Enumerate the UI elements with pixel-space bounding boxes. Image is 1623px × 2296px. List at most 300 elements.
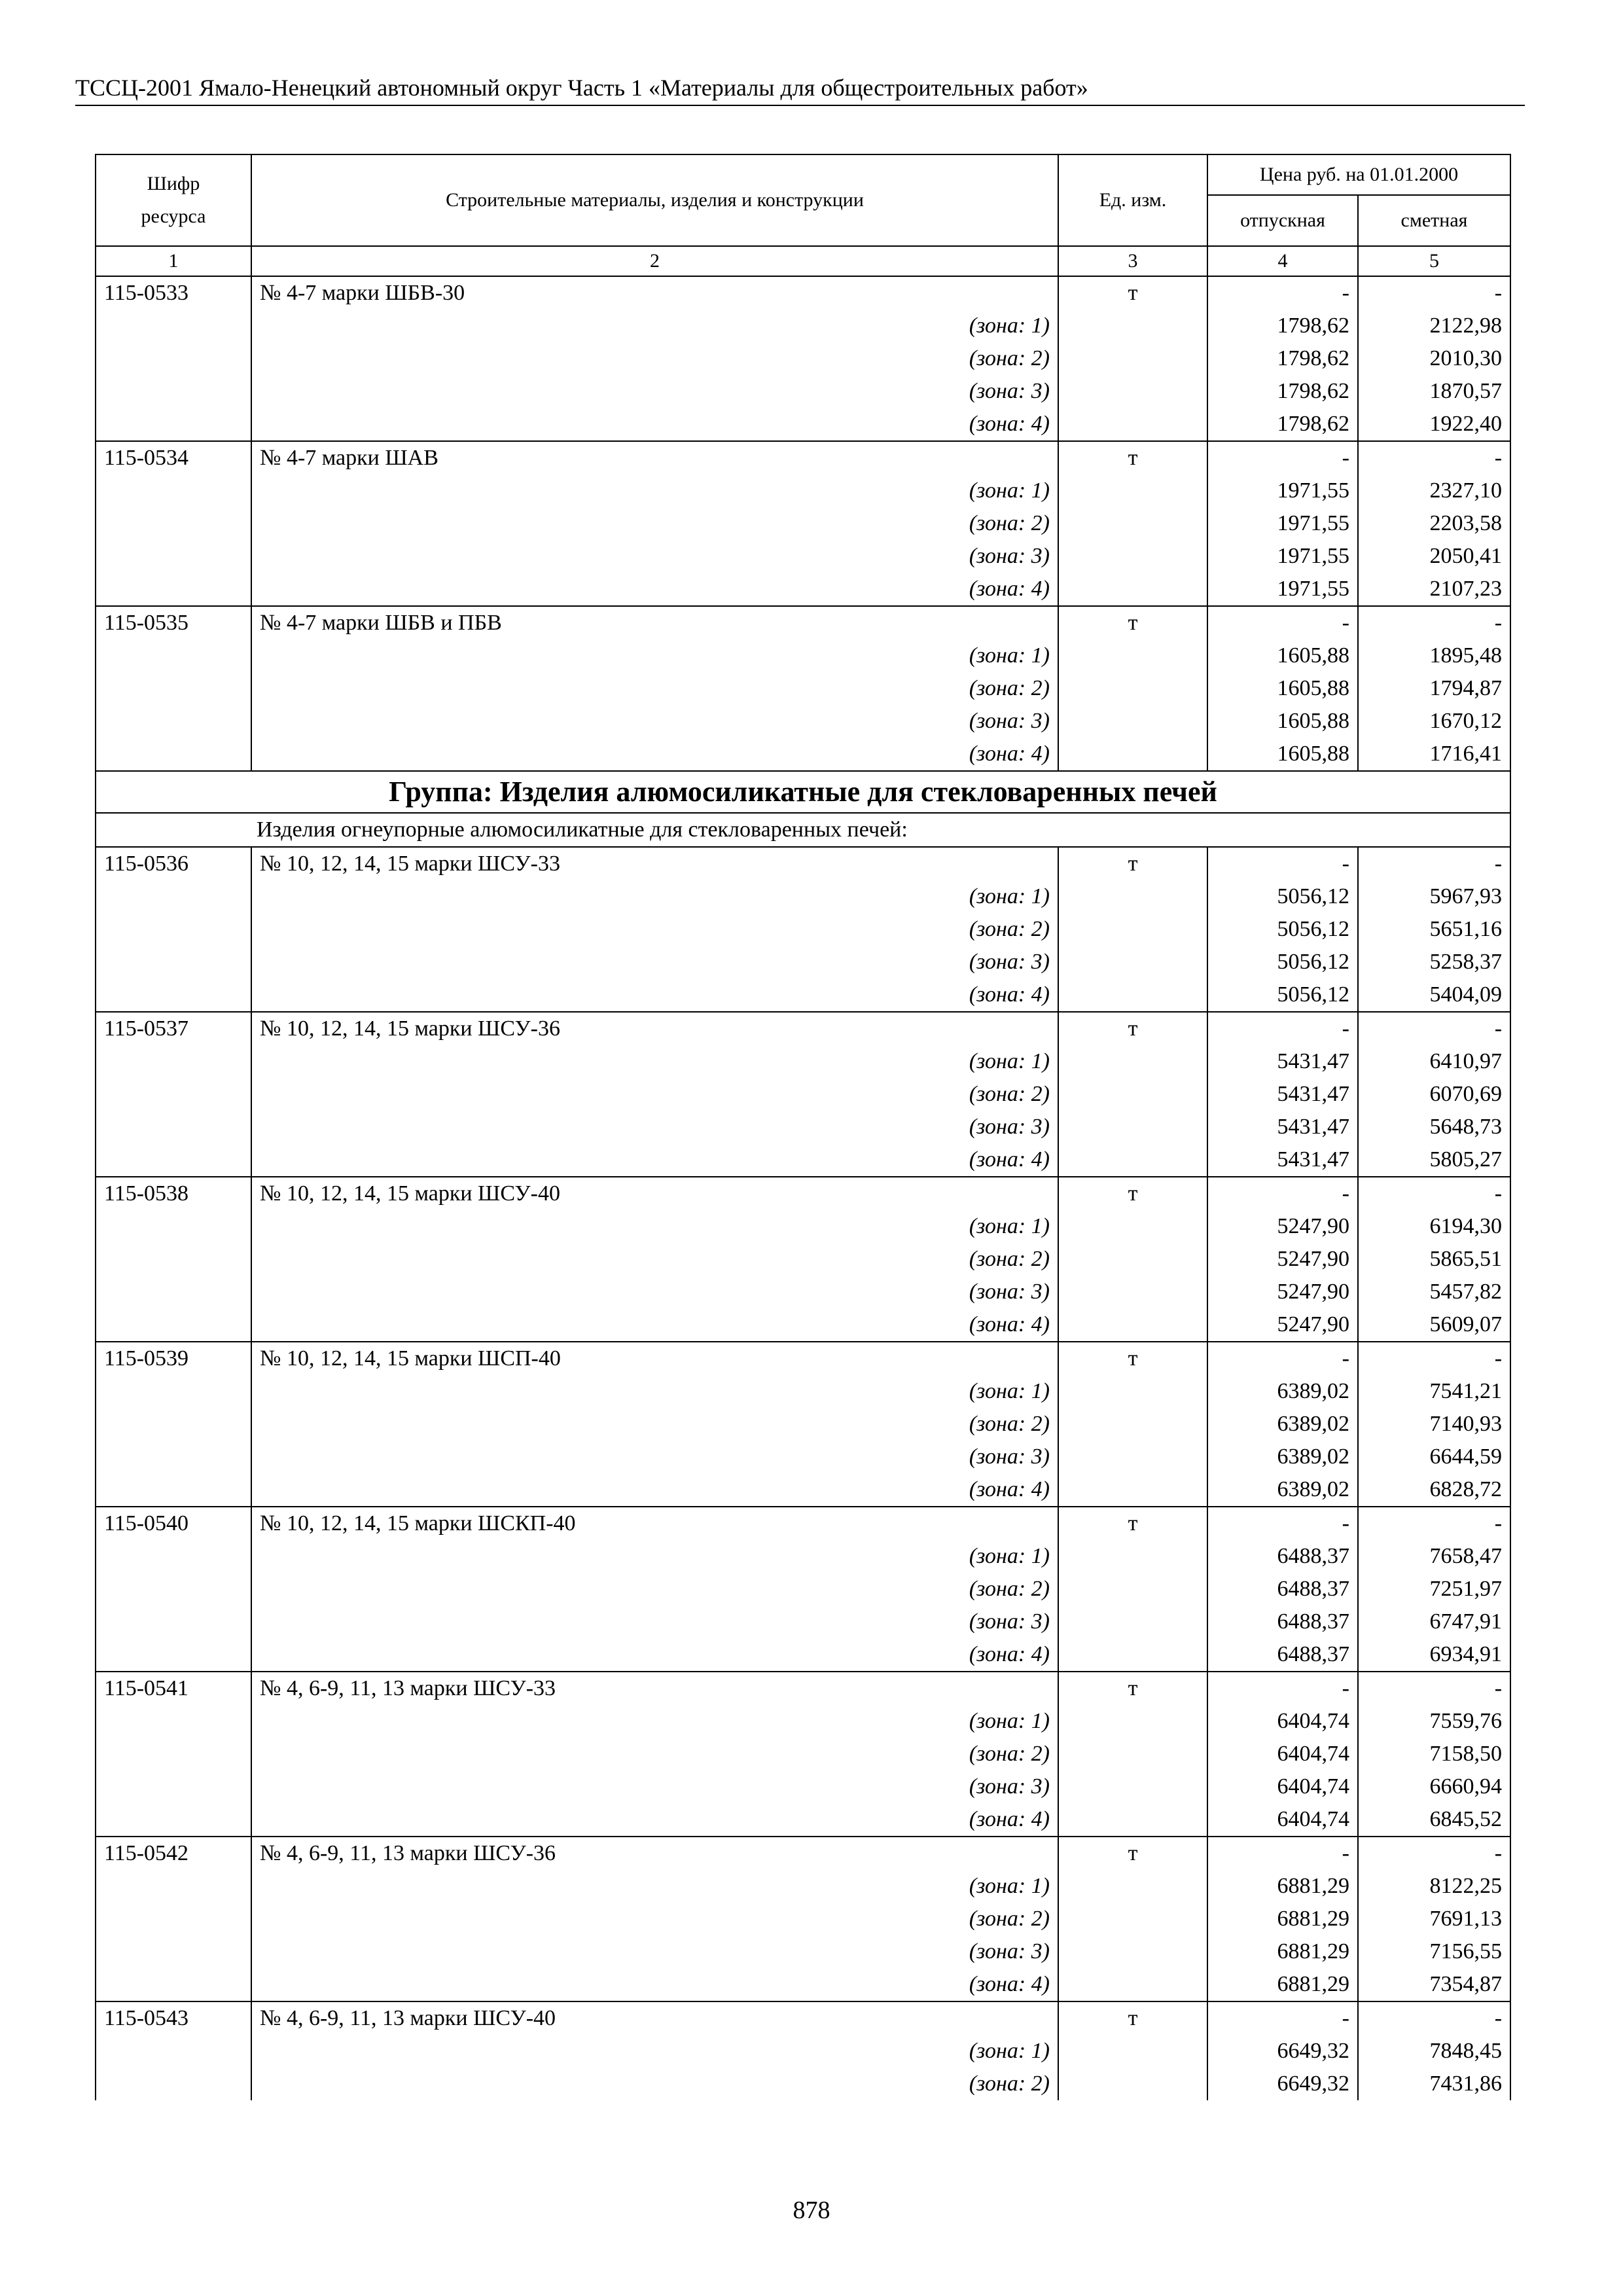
- zone-unit-cell: [1058, 672, 1207, 705]
- header-name: Строительные материалы, изделия и конструкции: [251, 154, 1058, 246]
- resource-unit: т: [1058, 1012, 1207, 1045]
- resource-code: 115-0540: [96, 1507, 251, 1540]
- zone-unit-cell: [1058, 1903, 1207, 1935]
- zone-row: [96, 880, 1510, 913]
- resource-name: № 4, 6-9, 11, 13 марки ШСУ-40: [251, 2001, 1058, 2035]
- zone-label: (зона: 1): [251, 310, 1058, 342]
- zone-label: (зона: 2): [251, 1408, 1058, 1441]
- estimate-price: -: [1358, 1672, 1510, 1705]
- zone-code-cell: [96, 540, 251, 573]
- zone-label: (зона: 4): [251, 1803, 1058, 1837]
- resource-row: [96, 441, 1510, 475]
- zone-release-price: 5431,47: [1207, 1111, 1358, 1143]
- zone-code-cell: [96, 738, 251, 771]
- header-col-number: 1: [96, 246, 251, 276]
- zone-release-price: 6881,29: [1207, 1903, 1358, 1935]
- resource-name: № 10, 12, 14, 15 марки ШСП-40: [251, 1342, 1058, 1375]
- zone-estimate-price: 7431,86: [1358, 2068, 1510, 2100]
- zone-release-price: 6488,37: [1207, 1638, 1358, 1672]
- page-number: 878: [793, 2197, 830, 2224]
- zone-release-price: 5247,90: [1207, 1243, 1358, 1276]
- resource-unit: т: [1058, 606, 1207, 639]
- header-col-number: 2: [251, 246, 1058, 276]
- resource-code: 115-0539: [96, 1342, 251, 1375]
- zone-estimate-price: 7156,55: [1358, 1935, 1510, 1968]
- zone-estimate-price: 6194,30: [1358, 1210, 1510, 1243]
- header-estimate-price: сметная: [1358, 195, 1510, 246]
- zone-code-cell: [96, 1441, 251, 1473]
- header-code: Шифр ресурса: [96, 154, 251, 246]
- group-title: Группа: Изделия алюмосиликатные для стекловаренных печей: [96, 771, 1510, 813]
- zone-code-cell: [96, 1243, 251, 1276]
- zone-estimate-price: 5258,37: [1358, 946, 1510, 978]
- zone-estimate-price: 1870,57: [1358, 375, 1510, 408]
- zone-code-cell: [96, 1770, 251, 1803]
- zone-label: (зона: 4): [251, 1638, 1058, 1672]
- release-price: -: [1207, 1672, 1358, 1705]
- zone-row: [96, 1738, 1510, 1770]
- release-price: -: [1207, 1507, 1358, 1540]
- zone-row: [96, 1308, 1510, 1342]
- resource-name: № 4, 6-9, 11, 13 марки ШСУ-36: [251, 1837, 1058, 1870]
- zone-release-price: 1798,62: [1207, 342, 1358, 375]
- zone-unit-cell: [1058, 408, 1207, 441]
- zone-code-cell: [96, 2035, 251, 2068]
- zone-code-cell: [96, 913, 251, 946]
- zone-unit-cell: [1058, 1540, 1207, 1573]
- zone-release-price: 5247,90: [1207, 1210, 1358, 1243]
- zone-code-cell: [96, 1638, 251, 1672]
- zone-label: (зона: 3): [251, 1770, 1058, 1803]
- zone-release-price: 6404,74: [1207, 1770, 1358, 1803]
- resource-unit: т: [1058, 2001, 1207, 2035]
- zone-unit-cell: [1058, 1111, 1207, 1143]
- zone-label: (зона: 1): [251, 1210, 1058, 1243]
- zone-unit-cell: [1058, 978, 1207, 1012]
- zone-row: [96, 1408, 1510, 1441]
- estimate-price: -: [1358, 1012, 1510, 1045]
- estimate-price: -: [1358, 2001, 1510, 2035]
- zone-label: (зона: 4): [251, 1473, 1058, 1507]
- zone-row: [96, 913, 1510, 946]
- table-body: [96, 276, 1510, 2100]
- zone-label: (зона: 4): [251, 1308, 1058, 1342]
- zone-estimate-price: 5651,16: [1358, 913, 1510, 946]
- zone-estimate-price: 1922,40: [1358, 408, 1510, 441]
- zone-label: (зона: 2): [251, 1573, 1058, 1605]
- zone-code-cell: [96, 1705, 251, 1738]
- zone-row: [96, 1770, 1510, 1803]
- zone-unit-cell: [1058, 573, 1207, 606]
- zone-estimate-price: 2010,30: [1358, 342, 1510, 375]
- zone-unit-cell: [1058, 1441, 1207, 1473]
- zone-row: [96, 310, 1510, 342]
- zone-label: (зона: 2): [251, 1078, 1058, 1111]
- zone-row: [96, 1573, 1510, 1605]
- zone-unit-cell: [1058, 1605, 1207, 1638]
- zone-code-cell: [96, 310, 251, 342]
- header-price: Цена руб. на 01.01.2000: [1207, 154, 1510, 195]
- zone-code-cell: [96, 573, 251, 606]
- zone-estimate-price: 7848,45: [1358, 2035, 1510, 2068]
- zone-release-price: 5431,47: [1207, 1045, 1358, 1078]
- zone-label: (зона: 4): [251, 573, 1058, 606]
- zone-unit-cell: [1058, 1308, 1207, 1342]
- zone-unit-cell: [1058, 2068, 1207, 2100]
- zone-row: [96, 375, 1510, 408]
- zone-row: [96, 672, 1510, 705]
- zone-code-cell: [96, 475, 251, 507]
- zone-unit-cell: [1058, 1573, 1207, 1605]
- zone-row: [96, 705, 1510, 738]
- zone-unit-cell: [1058, 540, 1207, 573]
- zone-release-price: 6389,02: [1207, 1473, 1358, 1507]
- zone-estimate-price: 2050,41: [1358, 540, 1510, 573]
- zone-row: [96, 1045, 1510, 1078]
- zone-label: (зона: 1): [251, 880, 1058, 913]
- zone-estimate-price: 5805,27: [1358, 1143, 1510, 1177]
- resource-name: № 10, 12, 14, 15 марки ШСУ-33: [251, 847, 1058, 880]
- zone-release-price: 6404,74: [1207, 1803, 1358, 1837]
- estimate-price: -: [1358, 441, 1510, 475]
- subgroup-title-row: [96, 813, 1510, 847]
- zone-row: [96, 1870, 1510, 1903]
- resource-code: 115-0542: [96, 1837, 251, 1870]
- zone-release-price: 6649,32: [1207, 2068, 1358, 2100]
- zone-label: (зона: 4): [251, 1143, 1058, 1177]
- zone-estimate-price: 6410,97: [1358, 1045, 1510, 1078]
- zone-unit-cell: [1058, 310, 1207, 342]
- zone-row: [96, 342, 1510, 375]
- resource-row: [96, 847, 1510, 880]
- zone-estimate-price: 7691,13: [1358, 1903, 1510, 1935]
- zone-label: (зона: 2): [251, 507, 1058, 540]
- zone-row: [96, 2035, 1510, 2068]
- zone-code-cell: [96, 1308, 251, 1342]
- resource-name: № 10, 12, 14, 15 марки ШСУ-36: [251, 1012, 1058, 1045]
- zone-code-cell: [96, 2068, 251, 2100]
- header-release-price: отпускная: [1207, 195, 1358, 246]
- group-title-row: [96, 771, 1510, 813]
- zone-unit-cell: [1058, 913, 1207, 946]
- zone-estimate-price: 5404,09: [1358, 978, 1510, 1012]
- estimate-price: -: [1358, 1177, 1510, 1210]
- zone-unit-cell: [1058, 1935, 1207, 1968]
- zone-row: [96, 738, 1510, 771]
- zone-label: (зона: 2): [251, 1903, 1058, 1935]
- zone-unit-cell: [1058, 1803, 1207, 1837]
- resource-name: № 4-7 марки ШБВ-30: [251, 276, 1058, 310]
- zone-code-cell: [96, 1375, 251, 1408]
- zone-code-cell: [96, 507, 251, 540]
- resource-name: № 4-7 марки ШБВ и ПБВ: [251, 606, 1058, 639]
- zone-row: [96, 1473, 1510, 1507]
- zone-code-cell: [96, 1276, 251, 1308]
- header-col-number: 5: [1358, 246, 1510, 276]
- zone-code-cell: [96, 342, 251, 375]
- zone-row: [96, 946, 1510, 978]
- zone-unit-cell: [1058, 738, 1207, 771]
- zone-estimate-price: 6644,59: [1358, 1441, 1510, 1473]
- zone-label: (зона: 3): [251, 375, 1058, 408]
- resource-code: 115-0543: [96, 2001, 251, 2035]
- zone-estimate-price: 7541,21: [1358, 1375, 1510, 1408]
- zone-release-price: 6389,02: [1207, 1375, 1358, 1408]
- resource-code: 115-0533: [96, 276, 251, 310]
- resource-name: № 4-7 марки ШАВ: [251, 441, 1058, 475]
- zone-estimate-price: 5865,51: [1358, 1243, 1510, 1276]
- zone-estimate-price: 1716,41: [1358, 738, 1510, 771]
- zone-row: [96, 540, 1510, 573]
- header-col-number: 3: [1058, 246, 1207, 276]
- zone-code-cell: [96, 1111, 251, 1143]
- zone-release-price: 6488,37: [1207, 1540, 1358, 1573]
- zone-estimate-price: 7251,97: [1358, 1573, 1510, 1605]
- zone-label: (зона: 3): [251, 705, 1058, 738]
- zone-row: [96, 408, 1510, 441]
- zone-unit-cell: [1058, 342, 1207, 375]
- zone-label: (зона: 4): [251, 408, 1058, 441]
- resource-row: [96, 1672, 1510, 1705]
- zone-estimate-price: 7140,93: [1358, 1408, 1510, 1441]
- zone-row: [96, 1540, 1510, 1573]
- estimate-price: -: [1358, 1837, 1510, 1870]
- zone-row: [96, 1903, 1510, 1935]
- estimate-price: -: [1358, 847, 1510, 880]
- zone-label: (зона: 3): [251, 540, 1058, 573]
- header-col-number: 4: [1207, 246, 1358, 276]
- zone-release-price: 5247,90: [1207, 1308, 1358, 1342]
- zone-release-price: 1605,88: [1207, 672, 1358, 705]
- zone-release-price: 5431,47: [1207, 1143, 1358, 1177]
- zone-unit-cell: [1058, 507, 1207, 540]
- zone-release-price: 1971,55: [1207, 507, 1358, 540]
- resource-name: № 10, 12, 14, 15 марки ШСУ-40: [251, 1177, 1058, 1210]
- zone-label: (зона: 3): [251, 1605, 1058, 1638]
- zone-row: [96, 1935, 1510, 1968]
- zone-estimate-price: 2203,58: [1358, 507, 1510, 540]
- zone-release-price: 1798,62: [1207, 408, 1358, 441]
- estimate-price: -: [1358, 606, 1510, 639]
- zone-row: [96, 1111, 1510, 1143]
- zone-row: [96, 1638, 1510, 1672]
- zone-estimate-price: 6660,94: [1358, 1770, 1510, 1803]
- zone-code-cell: [96, 946, 251, 978]
- zone-release-price: 1605,88: [1207, 705, 1358, 738]
- zone-release-price: 1605,88: [1207, 738, 1358, 771]
- release-price: -: [1207, 847, 1358, 880]
- zone-label: (зона: 3): [251, 1441, 1058, 1473]
- release-price: -: [1207, 1012, 1358, 1045]
- zone-unit-cell: [1058, 1408, 1207, 1441]
- zone-row: [96, 475, 1510, 507]
- resource-unit: т: [1058, 1342, 1207, 1375]
- zone-unit-cell: [1058, 475, 1207, 507]
- zone-unit-cell: [1058, 1143, 1207, 1177]
- release-price: -: [1207, 441, 1358, 475]
- zone-estimate-price: 7158,50: [1358, 1738, 1510, 1770]
- zone-unit-cell: [1058, 1705, 1207, 1738]
- zone-unit-cell: [1058, 1870, 1207, 1903]
- zone-release-price: 6389,02: [1207, 1408, 1358, 1441]
- zone-unit-cell: [1058, 1968, 1207, 2001]
- zone-release-price: 6404,74: [1207, 1738, 1358, 1770]
- zone-unit-cell: [1058, 1276, 1207, 1308]
- zone-unit-cell: [1058, 375, 1207, 408]
- zone-code-cell: [96, 1473, 251, 1507]
- zone-release-price: 1971,55: [1207, 573, 1358, 606]
- zone-code-cell: [96, 375, 251, 408]
- zone-unit-cell: [1058, 639, 1207, 672]
- zone-row: [96, 1705, 1510, 1738]
- zone-row: [96, 1803, 1510, 1837]
- release-price: -: [1207, 1342, 1358, 1375]
- zone-code-cell: [96, 1045, 251, 1078]
- zone-estimate-price: 7354,87: [1358, 1968, 1510, 2001]
- zone-estimate-price: 5648,73: [1358, 1111, 1510, 1143]
- zone-row: [96, 978, 1510, 1012]
- zone-release-price: 5247,90: [1207, 1276, 1358, 1308]
- zone-code-cell: [96, 1870, 251, 1903]
- zone-row: [96, 1243, 1510, 1276]
- zone-label: (зона: 4): [251, 978, 1058, 1012]
- zone-release-price: 6881,29: [1207, 1870, 1358, 1903]
- zone-unit-cell: [1058, 1243, 1207, 1276]
- zone-row: [96, 1276, 1510, 1308]
- estimate-price: -: [1358, 1507, 1510, 1540]
- zone-unit-cell: [1058, 1045, 1207, 1078]
- page-header: ТССЦ-2001 Ямало-Ненецкий автономный округ Часть 1 «Материалы для общестроительных работ»: [75, 73, 1525, 106]
- zone-unit-cell: [1058, 1210, 1207, 1243]
- zone-row: [96, 1143, 1510, 1177]
- zone-label: (зона: 4): [251, 738, 1058, 771]
- zone-unit-cell: [1058, 1375, 1207, 1408]
- zone-label: (зона: 1): [251, 1705, 1058, 1738]
- zone-row: [96, 639, 1510, 672]
- zone-release-price: 6649,32: [1207, 2035, 1358, 2068]
- zone-estimate-price: 8122,25: [1358, 1870, 1510, 1903]
- zone-estimate-price: 2122,98: [1358, 310, 1510, 342]
- resource-unit: т: [1058, 1507, 1207, 1540]
- resource-row: [96, 1342, 1510, 1375]
- zone-release-price: 5056,12: [1207, 880, 1358, 913]
- resource-name: № 10, 12, 14, 15 марки ШСКП-40: [251, 1507, 1058, 1540]
- zone-estimate-price: 6845,52: [1358, 1803, 1510, 1837]
- zone-code-cell: [96, 1803, 251, 1837]
- resource-row: [96, 2001, 1510, 2035]
- zone-label: (зона: 2): [251, 342, 1058, 375]
- zone-row: [96, 1968, 1510, 2001]
- zone-estimate-price: 7559,76: [1358, 1705, 1510, 1738]
- zone-code-cell: [96, 1078, 251, 1111]
- zone-code-cell: [96, 1903, 251, 1935]
- resource-code: 115-0537: [96, 1012, 251, 1045]
- zone-label: (зона: 2): [251, 2068, 1058, 2100]
- zone-code-cell: [96, 1935, 251, 1968]
- zone-label: (зона: 2): [251, 672, 1058, 705]
- zone-estimate-price: 6070,69: [1358, 1078, 1510, 1111]
- resource-code: 115-0538: [96, 1177, 251, 1210]
- zone-release-price: 1798,62: [1207, 375, 1358, 408]
- zone-label: (зона: 3): [251, 1935, 1058, 1968]
- zone-row: [96, 573, 1510, 606]
- resource-row: [96, 1837, 1510, 1870]
- zone-unit-cell: [1058, 1770, 1207, 1803]
- price-table: [95, 154, 1511, 2100]
- zone-estimate-price: 7658,47: [1358, 1540, 1510, 1573]
- resource-unit: т: [1058, 1177, 1207, 1210]
- zone-label: (зона: 2): [251, 1243, 1058, 1276]
- zone-code-cell: [96, 1408, 251, 1441]
- zone-release-price: 6488,37: [1207, 1605, 1358, 1638]
- zone-release-price: 1971,55: [1207, 475, 1358, 507]
- zone-label: (зона: 1): [251, 1045, 1058, 1078]
- zone-estimate-price: 1670,12: [1358, 705, 1510, 738]
- zone-code-cell: [96, 1210, 251, 1243]
- zone-code-cell: [96, 1540, 251, 1573]
- resource-code: 115-0541: [96, 1672, 251, 1705]
- zone-unit-cell: [1058, 946, 1207, 978]
- zone-estimate-price: 5457,82: [1358, 1276, 1510, 1308]
- zone-unit-cell: [1058, 705, 1207, 738]
- zone-row: [96, 1078, 1510, 1111]
- zone-unit-cell: [1058, 880, 1207, 913]
- release-price: -: [1207, 2001, 1358, 2035]
- zone-label: (зона: 2): [251, 913, 1058, 946]
- zone-code-cell: [96, 408, 251, 441]
- zone-label: (зона: 3): [251, 946, 1058, 978]
- zone-code-cell: [96, 1738, 251, 1770]
- resource-unit: т: [1058, 1837, 1207, 1870]
- zone-label: (зона: 4): [251, 1968, 1058, 2001]
- zone-estimate-price: 6828,72: [1358, 1473, 1510, 1507]
- estimate-price: -: [1358, 276, 1510, 310]
- zone-row: [96, 1605, 1510, 1638]
- release-price: -: [1207, 1837, 1358, 1870]
- zone-unit-cell: [1058, 1473, 1207, 1507]
- table-header: [96, 154, 1510, 276]
- zone-label: (зона: 3): [251, 1111, 1058, 1143]
- zone-estimate-price: 2107,23: [1358, 573, 1510, 606]
- resource-unit: т: [1058, 441, 1207, 475]
- subgroup-title: Изделия огнеупорные алюмосиликатные для стекловаренных печей:: [96, 813, 1510, 847]
- zone-code-cell: [96, 672, 251, 705]
- zone-release-price: 6881,29: [1207, 1935, 1358, 1968]
- zone-release-price: 5431,47: [1207, 1078, 1358, 1111]
- resource-row: [96, 276, 1510, 310]
- resource-unit: т: [1058, 276, 1207, 310]
- release-price: -: [1207, 606, 1358, 639]
- zone-release-price: 5056,12: [1207, 978, 1358, 1012]
- zone-code-cell: [96, 705, 251, 738]
- release-price: -: [1207, 276, 1358, 310]
- zone-release-price: 6404,74: [1207, 1705, 1358, 1738]
- zone-label: (зона: 1): [251, 639, 1058, 672]
- zone-release-price: 1971,55: [1207, 540, 1358, 573]
- release-price: -: [1207, 1177, 1358, 1210]
- zone-release-price: 1605,88: [1207, 639, 1358, 672]
- zone-label: (зона: 2): [251, 1738, 1058, 1770]
- zone-label: (зона: 3): [251, 1276, 1058, 1308]
- zone-unit-cell: [1058, 1078, 1207, 1111]
- zone-release-price: 6881,29: [1207, 1968, 1358, 2001]
- zone-release-price: 1798,62: [1207, 310, 1358, 342]
- resource-row: [96, 1012, 1510, 1045]
- zone-estimate-price: 2327,10: [1358, 475, 1510, 507]
- resource-name: № 4, 6-9, 11, 13 марки ШСУ-33: [251, 1672, 1058, 1705]
- zone-row: [96, 1375, 1510, 1408]
- resource-unit: т: [1058, 847, 1207, 880]
